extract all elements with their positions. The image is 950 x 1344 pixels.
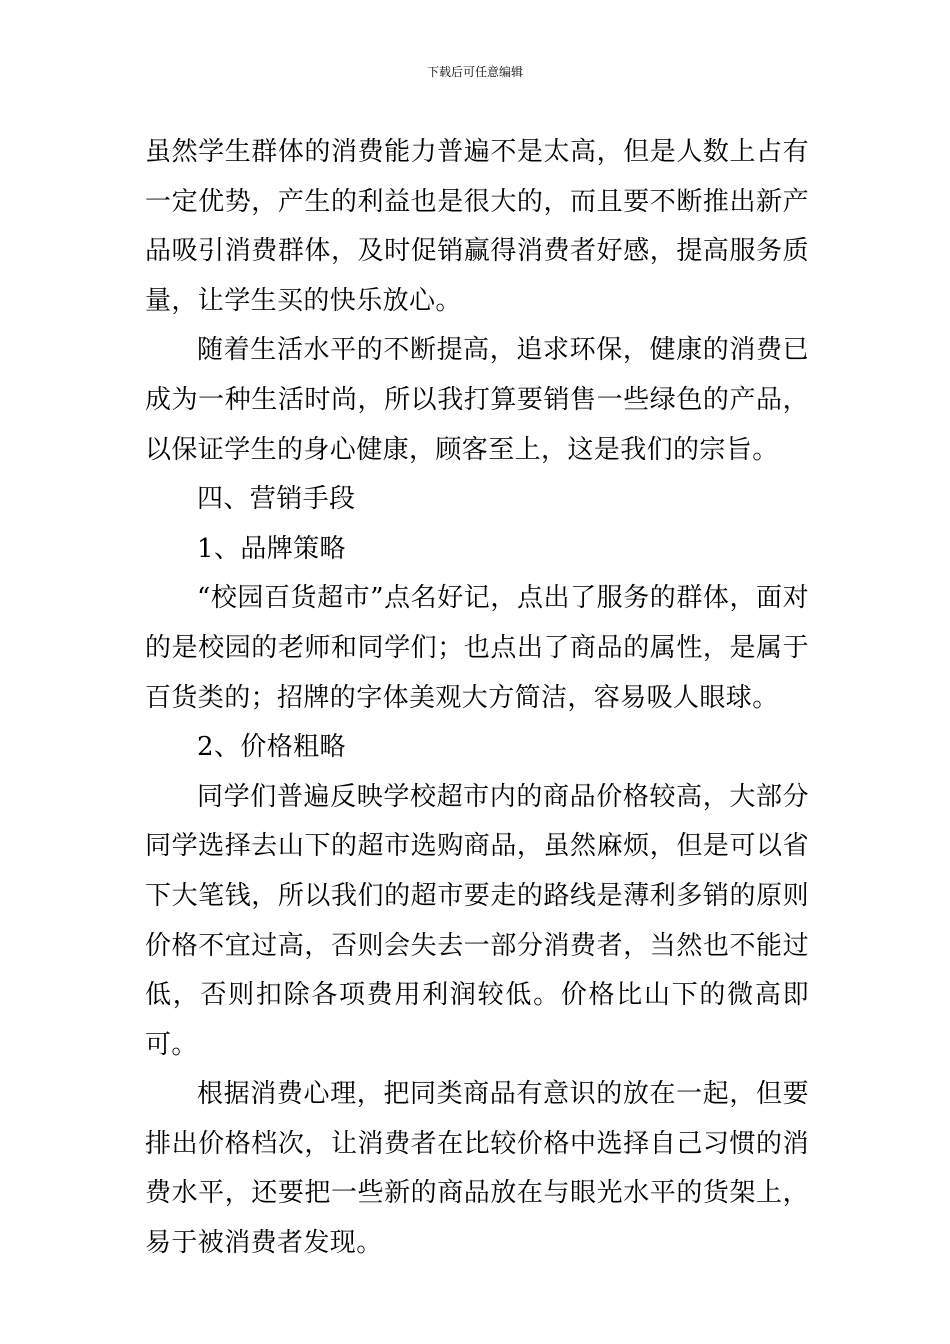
paragraph-continuation: 虽然学生群体的消费能力普遍不是太高，但是人数上占有一定优势，产生的利益也是很大的，而且要不断推出新产品吸引消费群体，及时促销赢得消费者好感，提高服务质量，让学生买的快乐放心。 — [145, 137, 809, 316]
paragraph-brand: “校园百货超市”点名好记，点出了服务的群体，面对的是校园的老师和同学们；也点出了商品的属性，是属于百货类的；招牌的字体美观大方简洁，容易吸人眼球。 — [145, 583, 809, 713]
paragraph-green-products: 随着生活水平的不断提高，追求环保，健康的消费已成为一种生活时尚，所以我打算要销售一些绿色的产品，以保证学生的身心健康，顾客至上，这是我们的宗旨。 — [145, 335, 809, 465]
subheading-price-strategy: 2、价格粗略 — [197, 732, 346, 763]
subheading-brand-strategy: 1、品牌策略 — [197, 533, 346, 564]
paragraph-price: 同学们普遍反映学校超市内的商品价格较高，大部分同学选择去山下的超市选购商品，虽然麻烦，但是可以省下大笔钱，所以我们的超市要走的路线是薄利多销的原则价格不宜过高，否则会失去一部分消费者，当然也不能过低，否则扣除各项费用利润较低。价格比山下的微高即可。 — [145, 781, 809, 1060]
document-body — [145, 128, 809, 1269]
page-header-note: 下载后可任意编辑 — [426, 65, 523, 79]
section-heading-marketing: 四、营销手段 — [197, 484, 356, 515]
paragraph-consumer-psychology: 根据消费心理，把同类商品有意识的放在一起，但要排出价格档次，让消费者在比较价格中选择自己习惯的消费水平，还要把一些新的商品放在与眼光水平的货架上，易于被消费者发现。 — [145, 1079, 809, 1259]
